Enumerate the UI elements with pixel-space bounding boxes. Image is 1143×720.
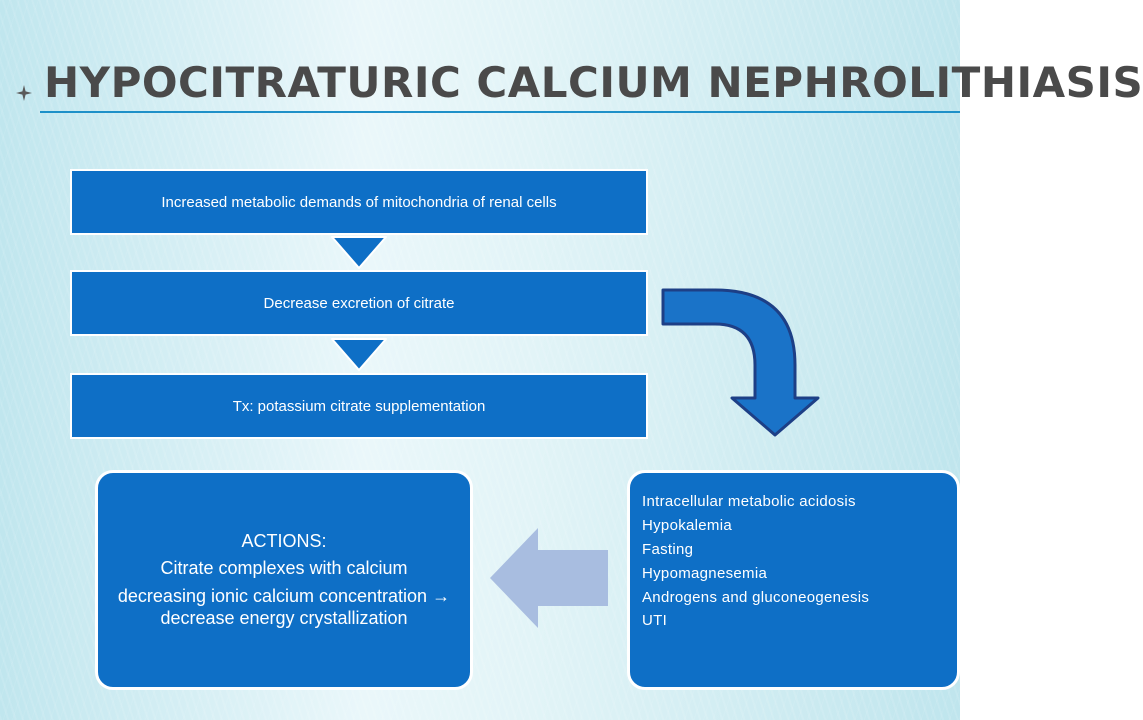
cause-item: Intracellular metabolic acidosis bbox=[642, 493, 856, 510]
left-arrow-icon bbox=[490, 528, 610, 628]
cause-item: Hypokalemia bbox=[642, 516, 733, 534]
flow-step-2: Decrease excretion of citrate bbox=[70, 270, 648, 336]
cause-item: UTI bbox=[642, 612, 668, 630]
flow-step-3: Tx: potassium citrate supplementation bbox=[70, 373, 648, 439]
actions-line-1: Citrate complexes with calcium bbox=[160, 558, 408, 579]
cause-item: Androgens and gluconeogenesis bbox=[642, 588, 870, 606]
flow-step-1: Increased metabolic demands of mitochondria of renal cells bbox=[70, 169, 648, 235]
star-icon bbox=[16, 85, 32, 101]
chevron-down-icon bbox=[330, 236, 388, 270]
curved-down-arrow-icon bbox=[655, 280, 830, 440]
actions-heading: ACTIONS: bbox=[241, 530, 327, 551]
actions-line-2: decreasing ionic calcium concentration → decrease energy crystallization bbox=[117, 586, 451, 628]
actions-box bbox=[95, 470, 473, 690]
causes-box bbox=[627, 470, 960, 690]
title-underline bbox=[40, 111, 960, 113]
causes-list bbox=[642, 491, 957, 633]
cause-item: Fasting bbox=[642, 540, 694, 558]
slide-title: HYPOCITRATURIC CALCIUM NEPHROLITHIASIS bbox=[44, 58, 1143, 107]
cause-item: Hypomagnesemia bbox=[642, 564, 768, 582]
chevron-down-icon bbox=[330, 338, 388, 372]
